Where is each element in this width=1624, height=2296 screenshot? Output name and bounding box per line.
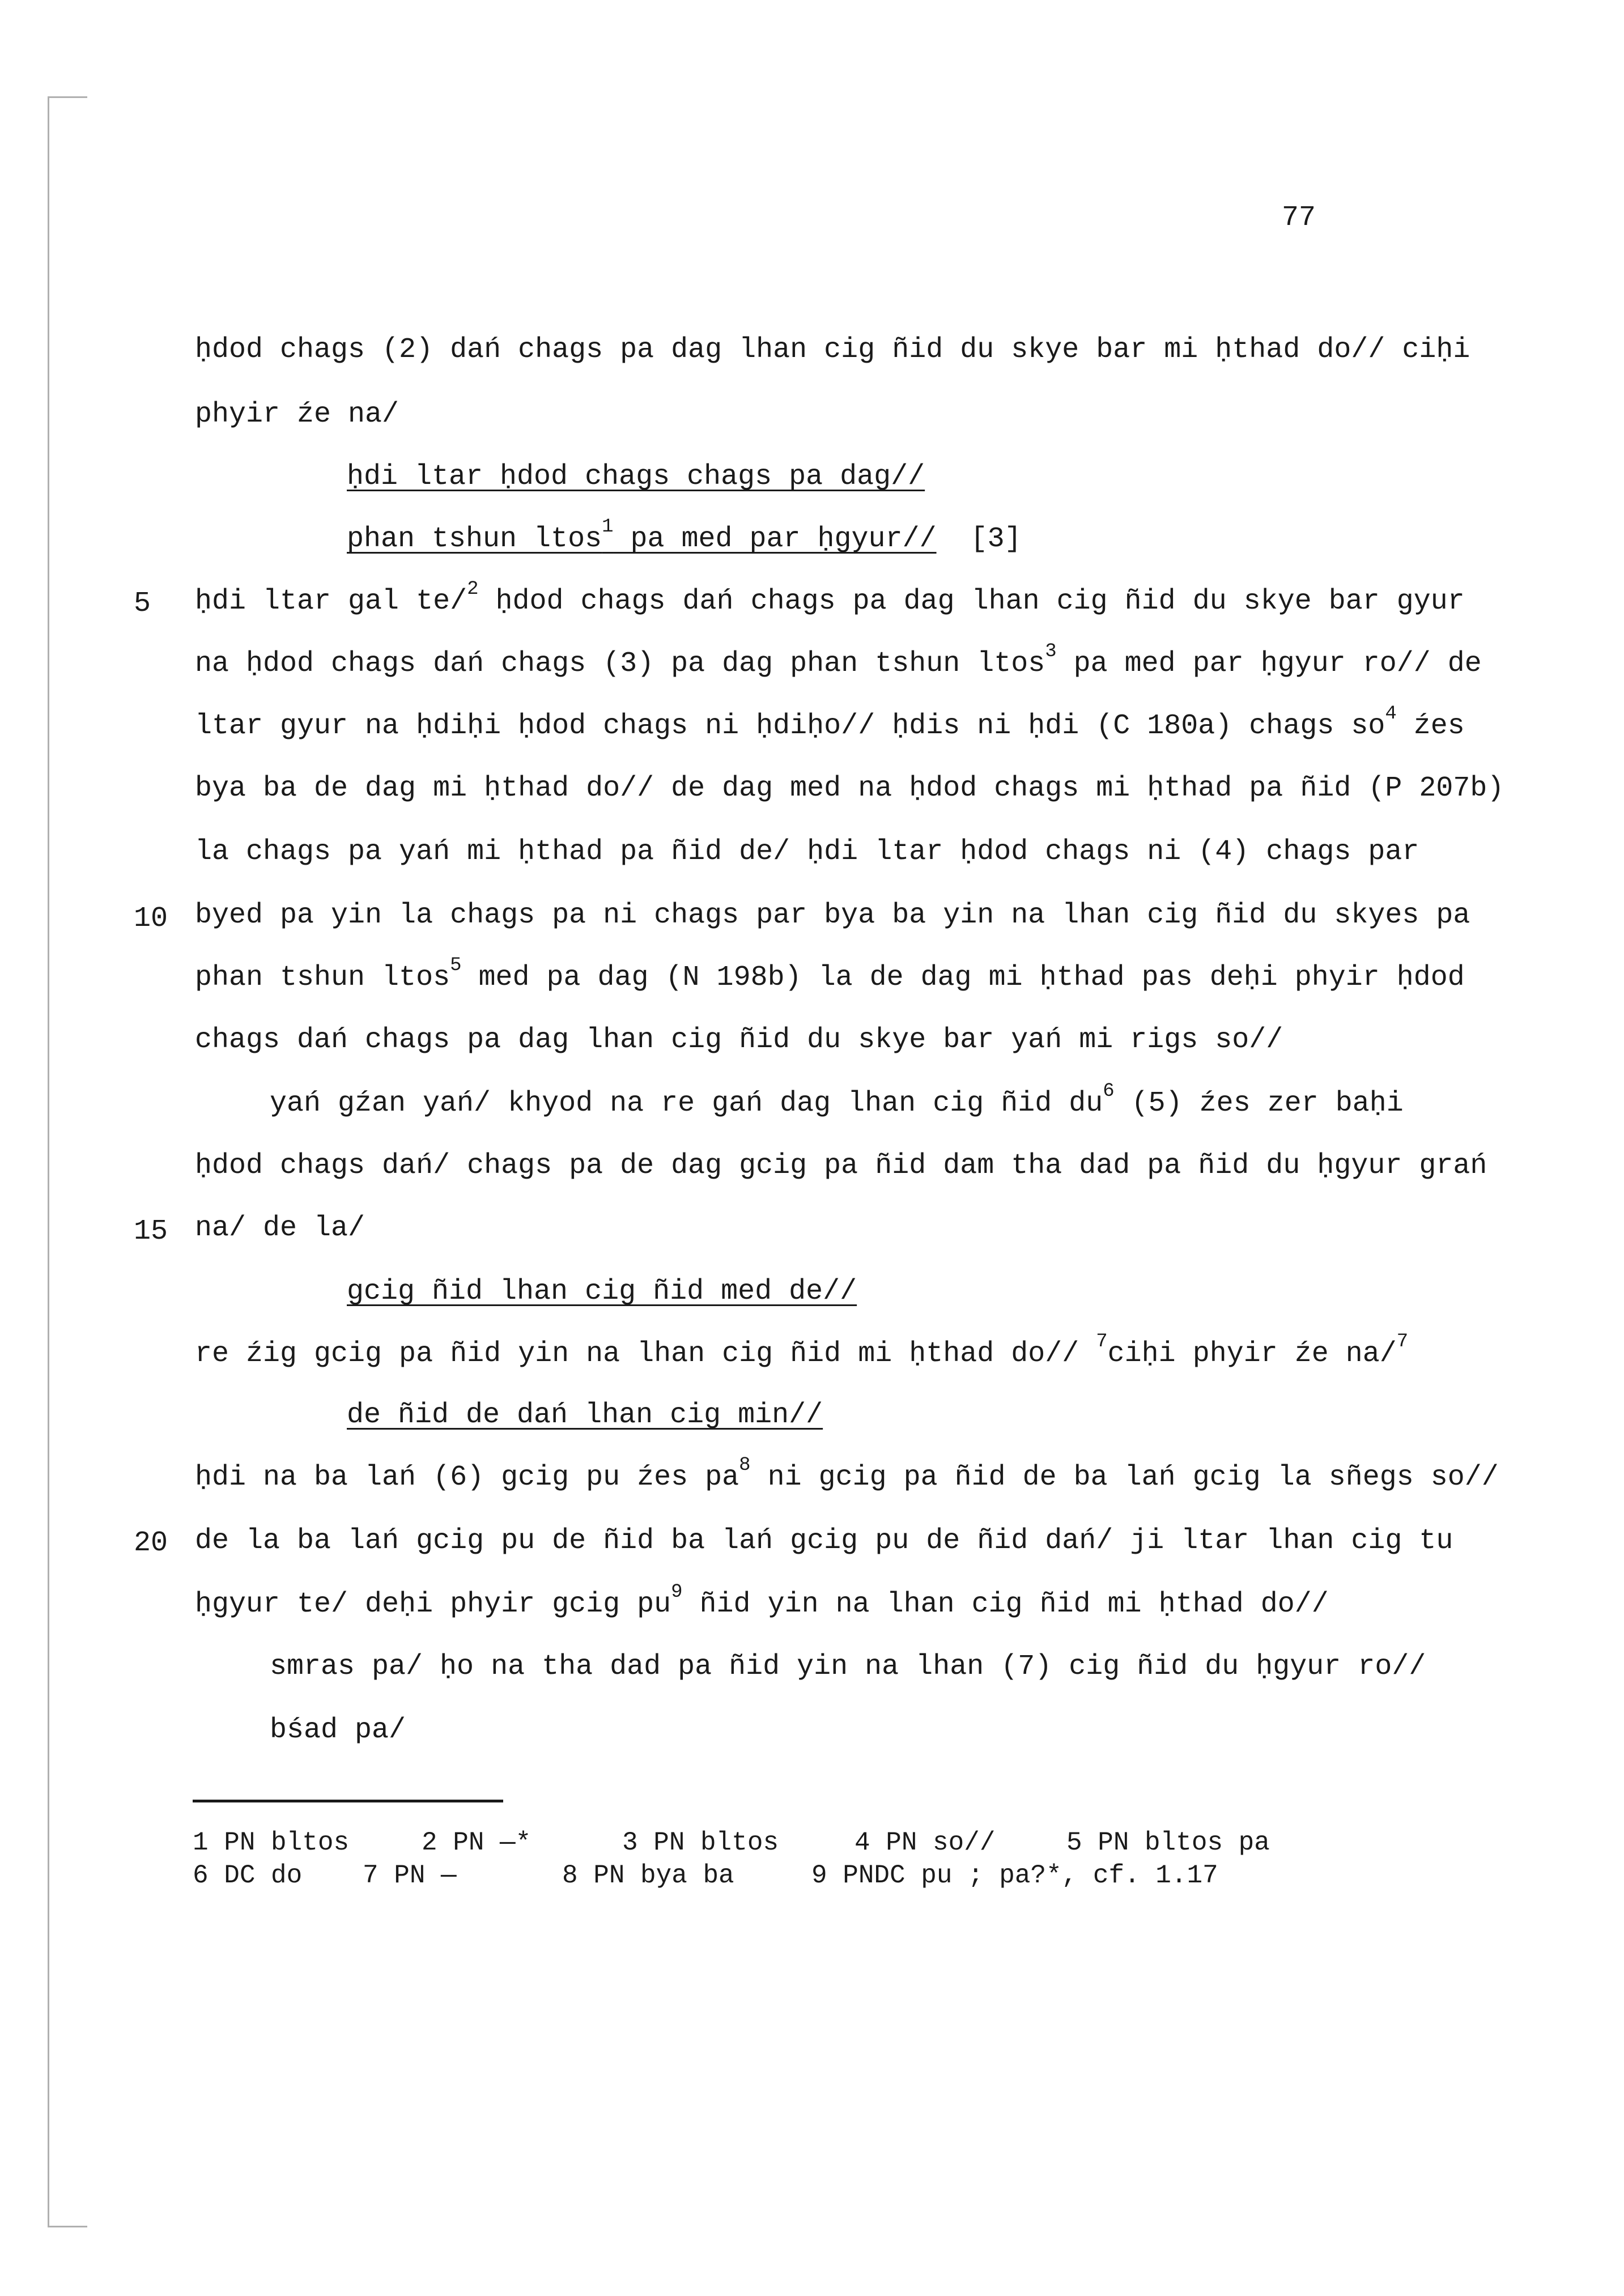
margin-tick-bottom — [48, 2226, 87, 2227]
footnote-7: 7 PN — — [363, 1861, 457, 1890]
text-line-2: phyir źe na/ — [195, 398, 399, 431]
line-number-10: 10 — [134, 903, 168, 935]
text-line-9: la chags pa yań mi ḥthad pa ñid de/ ḥdi ltar ḥdod chags ni (4) chags par — [195, 836, 1419, 868]
text-line-10: byed pa yin la chags pa ni chags par bya ba yin na lhan cig ñid du skyes pa — [195, 899, 1470, 932]
text-line-11: phan tshun ltos$^5$ med pa dag (N 198b) la de dag mi ḥthad pas deḥi phyir ḥdod — [195, 955, 1465, 994]
text-line-7: ltar gyur na ḥdiḥi ḥdod chags ni ḥdiḥo// ḥdis ni ḥdi (C 180a) chags $so^4$ źes — [195, 703, 1465, 742]
verse-line-2: phan tshun ltos$^1$ pa med par ḥgyur// [3] — [347, 516, 1022, 555]
text-line-12: chags dań chags pa dag lhan cig ñid du skye bar yań mi rigs so// — [195, 1024, 1283, 1056]
text-line-17: re źig gcig pa ñid yin na lhan cig ñid mi ḥthad do// $^7$ciḥi phyir źe na/$^7$ — [195, 1331, 1409, 1370]
text-line-21: ḥgyur te/ deḥi phyir gcig $pu^9$ ñid yin na lhan cig ñid mi ḥthad do// — [195, 1581, 1329, 1621]
footnote-9: 9 PNDC pu ; pa?*, cf. 1.17 — [811, 1861, 1218, 1890]
text-line-15: na/ de la/ — [195, 1212, 365, 1244]
text-line-8: bya ba de dag mi ḥthad do// de dag med na ḥdod chags mi ḥthad pa ñid (P 207b) — [195, 772, 1504, 805]
text-line-6: na ḥdod chags dań chags (3) pa dag phan tshun ltos$^3$ pa med par ḥgyur ro// de — [195, 641, 1482, 680]
text-line-23: bśad pa/ — [270, 1714, 406, 1746]
text-line-22: smras pa/ ḥo na tha dad pa ñid yin na lhan (7) cig ñid du ḥgyur ro// — [270, 1651, 1426, 1683]
footnote-8: 8 PN bya ba — [562, 1861, 734, 1890]
line-number-15: 15 — [134, 1215, 168, 1248]
left-margin-rule — [48, 96, 49, 2227]
footnote-4: 4 PN so// — [854, 1828, 996, 1857]
text-line-14: ḥdod chags dań/ chags pa de dag gcig pa ñid dam tha dad pa ñid du ḥgyur grań — [195, 1150, 1487, 1182]
verse-line-1: ḥdi ltar ḥdod chags chags pa dag// — [347, 461, 925, 493]
verse-line-3: gcig ñid lhan cig ñid med de// — [347, 1275, 857, 1308]
footnote-2: 2 PN —* — [422, 1828, 532, 1857]
text-line-5: ḥdi ltar gal te/$^2$ ḥdod chags dań chags pa dag lhan cig ñid du skye bar gyur — [195, 579, 1465, 618]
text-line-20: de la ba lań gcig pu de ñid ba lań gcig pu de ñid dań/ ji ltar lhan cig tu — [195, 1525, 1453, 1557]
line-number-5: 5 — [134, 588, 151, 620]
footnote-1: 1 PN bltos — [193, 1828, 350, 1857]
line-number-20: 20 — [134, 1527, 168, 1559]
margin-tick-top — [48, 96, 87, 98]
text-line-1: ḥdod chags (2) dań chags pa dag lhan cig ñid du skye bar mi ḥthad do// ciḥi — [195, 334, 1470, 366]
text-line-13: yań gźan yań/ khyod na re gań dag lhan cig ñid $du^6$ (5) źes zer baḥi — [270, 1081, 1404, 1120]
page-number: 77 — [1282, 202, 1316, 234]
footnote-rule — [193, 1800, 503, 1802]
verse-line-4: de ñid de dań lhan cig min// — [347, 1399, 823, 1431]
footnote-6: 6 DC do — [193, 1861, 303, 1890]
text-line-19: ḥdi na ba lań (6) gcig pu źes $pa^8$ ni gcig pa ñid de ba lań gcig la sñegs so// — [195, 1455, 1499, 1494]
footnote-3: 3 PN bltos — [622, 1828, 779, 1857]
footnote-5: 5 PN bltos pa — [1066, 1828, 1270, 1857]
